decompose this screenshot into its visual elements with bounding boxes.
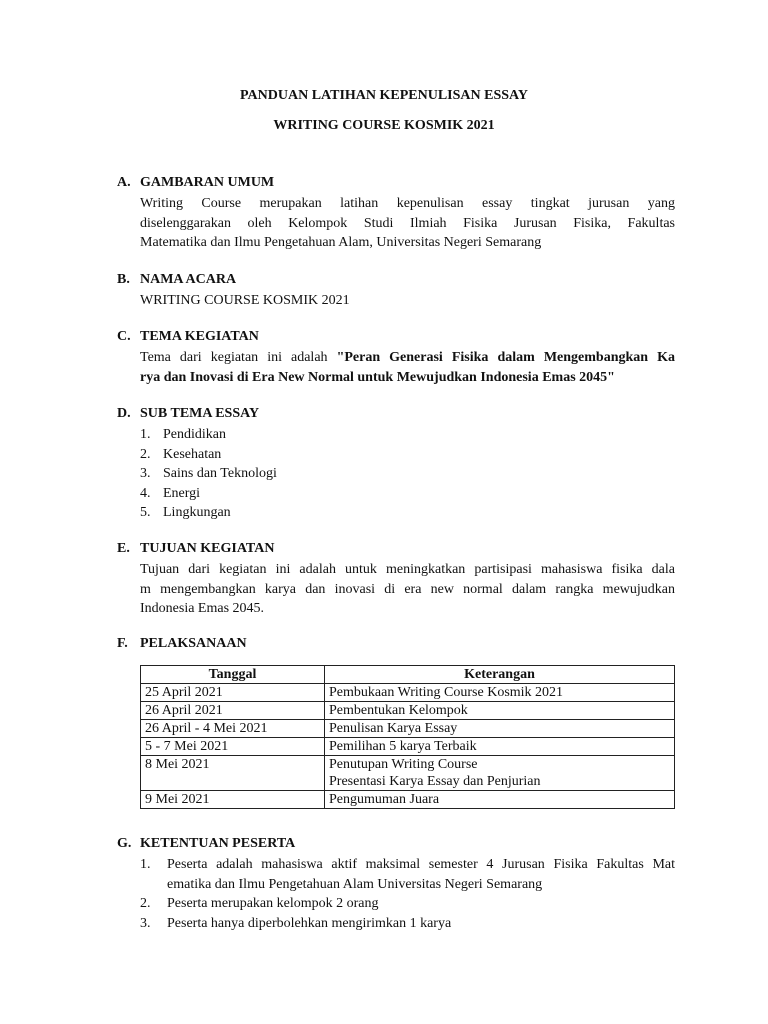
- list-item-number: 3.: [140, 466, 151, 481]
- table-row: [141, 720, 675, 738]
- list-item-line: Peserta hanya diperbolehkan mengirimkan 1 karya: [167, 915, 452, 931]
- section-a-letter: A.: [117, 175, 131, 190]
- section-c-heading: TEMA KEGIATAN: [140, 329, 259, 344]
- table-row: [141, 702, 675, 720]
- list-item: [140, 425, 277, 445]
- list-item-text: Pendidikan: [163, 427, 226, 442]
- table-cell-tanggal: 25 April 2021: [141, 684, 325, 702]
- table-cell-tanggal: 8 Mei 2021: [141, 756, 325, 791]
- section-d-letter: D.: [117, 406, 131, 421]
- schedule-table: [140, 665, 675, 809]
- table-cell-keterangan: Pemilihan 5 karya Terbaik: [325, 738, 675, 756]
- paragraph-line: diselenggarakan oleh Kelompok Studi Ilmiah Fisika Jurusan Fisika, Fakultas: [140, 215, 675, 231]
- section-b-letter: B.: [117, 272, 130, 287]
- section-e-letter: E.: [117, 541, 130, 556]
- table-cell-keterangan: Penulisan Karya Essay: [325, 720, 675, 738]
- section-d-heading: SUB TEMA ESSAY: [140, 406, 260, 421]
- section-e-heading: TUJUAN KEGIATAN: [140, 541, 275, 556]
- table-cell-tanggal: 26 April - 4 Mei 2021: [141, 720, 325, 738]
- theme-title-part2: rya dan Inovasi di Era New Normal untuk Mewujudkan Indonesia Emas 2045": [140, 369, 615, 385]
- list-item-text: [167, 914, 675, 934]
- document-subtitle: WRITING COURSE KOSMIK 2021: [273, 118, 495, 133]
- table-row: [141, 738, 675, 756]
- table-header-row: [141, 666, 675, 684]
- paragraph-line: [140, 348, 675, 368]
- paragraph-line: Matematika dan Ilmu Pengetahuan Alam, Universitas Negeri Semarang: [140, 235, 542, 251]
- list-item-text: Kesehatan: [163, 446, 222, 462]
- list-item-text: Lingkungan: [163, 505, 231, 520]
- list-item-number: 3.: [140, 915, 151, 931]
- list-item: [140, 445, 277, 465]
- paragraph-line: [140, 368, 675, 388]
- section-f-heading: PELAKSANAAN: [140, 636, 247, 651]
- table-row: [141, 684, 675, 702]
- section-c-paragraph: [140, 348, 675, 387]
- table-cell-keterangan: Pembukaan Writing Course Kosmik 2021: [325, 684, 675, 702]
- section-a-heading: GAMBARAN UMUM: [140, 175, 275, 190]
- list-item-line: Peserta merupakan kelompok 2 orang: [167, 896, 379, 911]
- paragraph-line: Indonesia Emas 2045.: [140, 601, 265, 617]
- list-item: [140, 914, 675, 934]
- table-cell-tanggal: 26 April 2021: [141, 702, 325, 720]
- list-item: [140, 894, 675, 914]
- table-row: [141, 791, 675, 809]
- table-cell-tanggal: 9 Mei 2021: [141, 791, 325, 809]
- section-g-letter: G.: [117, 836, 132, 851]
- list-item-number: 5.: [140, 505, 151, 520]
- column-header-keterangan: Keterangan: [325, 666, 675, 684]
- theme-intro: Tema dari kegiatan ini adalah: [140, 350, 337, 365]
- list-item: [140, 484, 277, 504]
- table-cell-keterangan: Pembentukan Kelompok: [325, 702, 675, 720]
- list-item-text: [167, 855, 675, 894]
- paragraph-line: WRITING COURSE KOSMIK 2021: [140, 293, 350, 308]
- list-item: [140, 503, 277, 523]
- paragraph-line: Tujuan dari kegiatan ini adalah untuk meningkatkan partisipasi mahasiswa fisika dala: [140, 562, 675, 577]
- document-title: PANDUAN LATIHAN KEPENULISAN ESSAY: [240, 88, 528, 103]
- table-cell-tanggal: 5 - 7 Mei 2021: [141, 738, 325, 756]
- list-item-number: 2.: [140, 446, 151, 462]
- theme-title-part1: "Peran Generasi Fisika dalam Mengembangkan Ka: [336, 350, 675, 365]
- table-cell-keterangan: Pengumuman Juara: [325, 791, 675, 809]
- section-f-letter: F.: [117, 636, 128, 651]
- cell-line: Penutupan Writing Course: [329, 757, 478, 772]
- participant-rules-list: [140, 855, 675, 933]
- list-item-number: 1.: [140, 427, 151, 442]
- section-b-heading: NAMA ACARA: [140, 272, 237, 287]
- paragraph-line: m mengembangkan karya dan inovasi di era new normal dalam rangka mewujudkan: [140, 581, 675, 597]
- paragraph-line: Writing Course merupakan latihan kepenulisan essay tingkat jurusan yang: [140, 196, 675, 211]
- column-header-tanggal: Tanggal: [141, 666, 325, 684]
- list-item-number: 1.: [140, 857, 151, 872]
- section-e-paragraph: [140, 560, 675, 619]
- list-item-text: Energi: [163, 485, 201, 501]
- sub-theme-list: [140, 425, 277, 523]
- section-c-letter: C.: [117, 329, 131, 344]
- table-cell-keterangan: [325, 756, 675, 791]
- section-a-paragraph: [140, 194, 675, 253]
- table-row: [141, 756, 675, 791]
- list-item-number: 2.: [140, 896, 151, 911]
- list-item-text: [167, 894, 675, 914]
- list-item-number: 4.: [140, 485, 151, 501]
- cell-line: Presentasi Karya Essay dan Penjurian: [329, 774, 541, 789]
- list-item-text: Sains dan Teknologi: [163, 466, 277, 481]
- list-item-line: ematika dan Ilmu Pengetahuan Alam Universitas Negeri Semarang: [167, 876, 543, 892]
- section-b-text: [140, 291, 675, 311]
- section-g-heading: KETENTUAN PESERTA: [140, 836, 296, 851]
- list-item: [140, 464, 277, 484]
- list-item: [140, 855, 675, 894]
- list-item-line: Peserta adalah mahasiswa aktif maksimal semester 4 Jurusan Fisika Fakultas Mat: [167, 857, 675, 872]
